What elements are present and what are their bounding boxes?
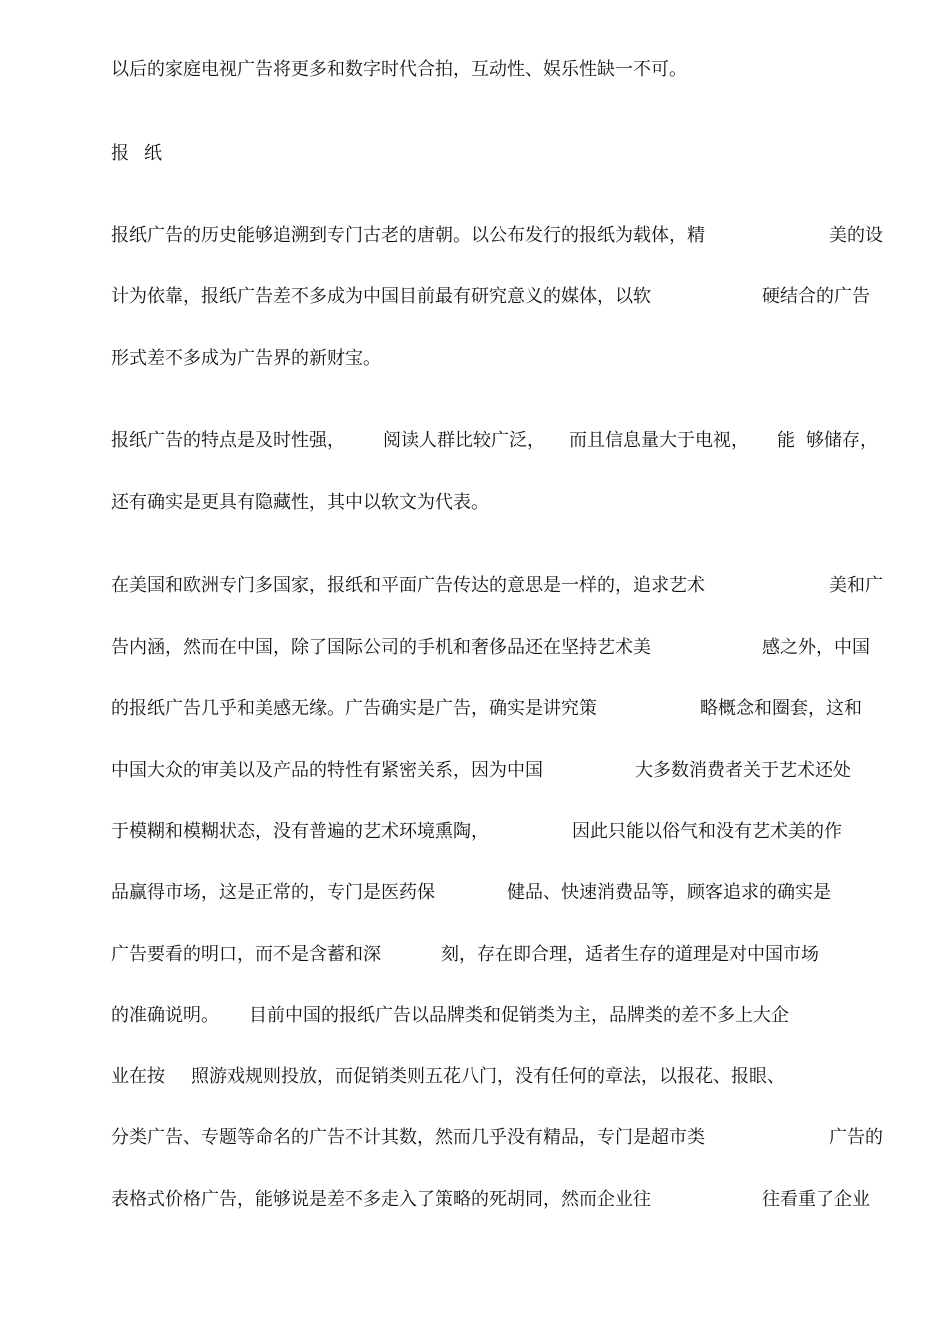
text-segment: 美和广 bbox=[829, 575, 883, 596]
text-segment: 以后的家庭电视广告将更多和数字时代合拍，互动性、娱乐性缺一不可。 bbox=[111, 59, 687, 80]
text-segment: 美的设 bbox=[829, 225, 883, 246]
heading-char: 纸 bbox=[144, 143, 162, 164]
text-segment: 而且信息量大于电视， bbox=[569, 430, 749, 451]
text-segment: 形式差不多成为广告界的新财宝。 bbox=[111, 348, 381, 369]
text-segment: 的报纸广告几乎和美感无缘。广告确实是广告，确实是讲究策 bbox=[111, 698, 597, 719]
text-segment: 还有确实是更具有隐藏性，其中以软文为代表。 bbox=[111, 492, 489, 513]
text-segment: 能 bbox=[777, 430, 795, 451]
text-segment: 表格式价格广告，能够说是差不多走入了策略的死胡同，然而企业往 bbox=[111, 1189, 651, 1210]
text-segment: 报纸广告的历史能够追溯到专门古老的唐朝。以公布发行的报纸为载体，精 bbox=[111, 225, 705, 246]
text-segment: 刻，存在即合理，适者生存的道理是对中国市场 bbox=[441, 944, 819, 965]
text-segment: 告内涵，然而在中国，除了国际公司的手机和奢侈品还在坚持艺术美 bbox=[111, 637, 651, 658]
text-segment: 硬结合的广告 bbox=[762, 286, 870, 307]
text-segment: 往看重了企业 bbox=[762, 1189, 870, 1210]
text-segment: 于模糊和模糊状态，没有普遍的艺术环境熏陶， bbox=[111, 821, 489, 842]
text-segment: 感之外，中国 bbox=[762, 637, 870, 658]
text-segment: 健品、快速消费品等，顾客追求的确实是 bbox=[507, 882, 831, 903]
text-segment: 广告的 bbox=[829, 1127, 883, 1148]
text-segment: 报纸广告的特点是及时性强， bbox=[111, 430, 345, 451]
text-segment: 照游戏规则投放，而促销类则五花八门，没有任何的章法，以报花、报眼、 bbox=[191, 1066, 785, 1087]
text-segment: 阅读人群比较广泛， bbox=[383, 430, 545, 451]
text-segment: 大多数消费者关于艺术还处 bbox=[635, 760, 851, 781]
text-segment: 品赢得市场，这是正常的，专门是医药保 bbox=[111, 882, 435, 903]
text-segment: 够储存， bbox=[806, 430, 878, 451]
text-segment: 分类广告、专题等命名的广告不计其数，然而几乎没有精品，专门是超市类 bbox=[111, 1127, 705, 1148]
text-segment: 目前中国的报纸广告以品牌类和促销类为主，品牌类的差不多上大企 bbox=[249, 1005, 789, 1026]
text-segment: 的准确说明。 bbox=[111, 1005, 219, 1026]
text-segment: 广告要看的明口，而不是含蓄和深 bbox=[111, 944, 381, 965]
heading-char: 报 bbox=[111, 143, 129, 164]
text-segment: 业在按 bbox=[111, 1066, 165, 1087]
text-segment: 计为依靠，报纸广告差不多成为中国目前最有研究意义的媒体，以软 bbox=[111, 286, 651, 307]
text-segment: 略概念和圈套，这和 bbox=[700, 698, 862, 719]
text-segment: 在美国和欧洲专门多国家，报纸和平面广告传达的意思是一样的，追求艺术 bbox=[111, 575, 705, 596]
text-segment: 中国大众的审美以及产品的特性有紧密关系，因为中国 bbox=[111, 760, 543, 781]
text-segment: 因此只能以俗气和没有艺术美的作 bbox=[572, 821, 842, 842]
